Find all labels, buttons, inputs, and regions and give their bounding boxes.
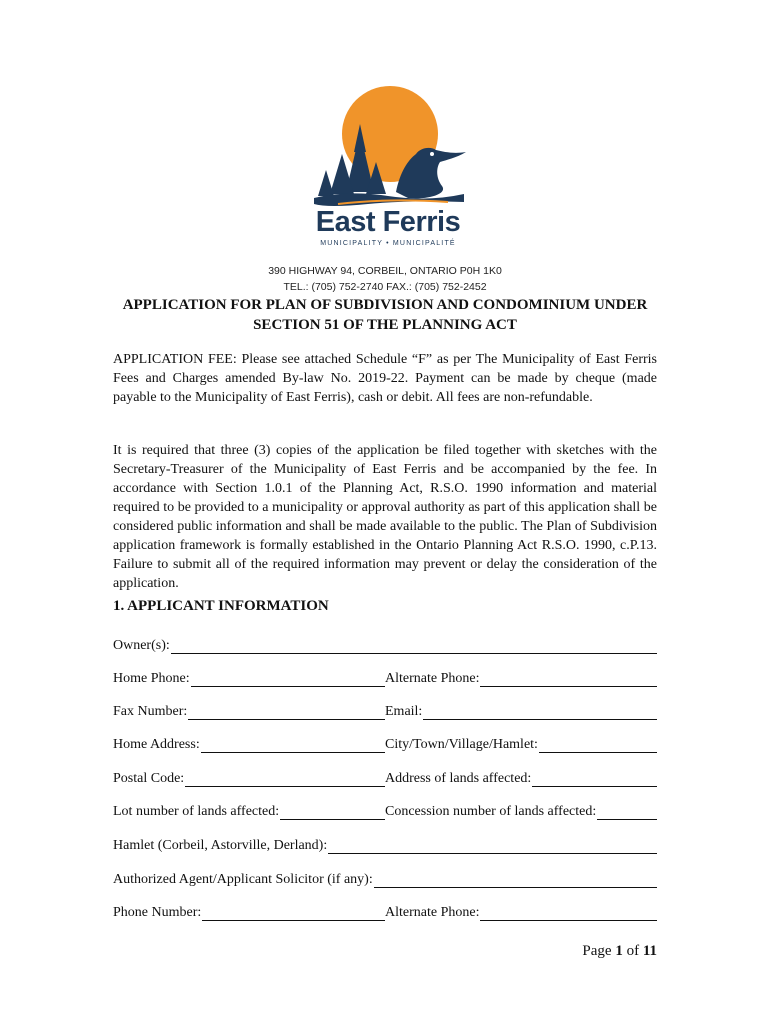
city-input-line[interactable] <box>539 738 657 753</box>
requirements-paragraph: It is required that three (3) copies of the application be filed together with sketches with the Secretary-Treasurer of the Municipality of East Ferris and be accompanied by the fee. In accordance with Section 1.0.1 of the Planning Act, R.S.O. 1990 information and material required to be provided to a municipality or approval authority as part of this application shall be considered public information and shall be made available to the public. The Plan of Subdivision application framework is formally established in the Ontario Planning Act R.S.O. 1990, c.P.13. Failure to submit all of the required information may prevent or delay the consideration of the application. <box>113 443 657 591</box>
form-row-address-city <box>113 735 657 753</box>
fax-number-input-line[interactable] <box>188 705 385 720</box>
agent-alternate-phone-field[interactable] <box>385 903 657 921</box>
agent-alternate-phone-input-line[interactable] <box>480 906 657 921</box>
form-row-hamlet <box>113 836 657 854</box>
form-row-postal-lands <box>113 769 657 787</box>
home-address-label: Home Address: <box>113 737 200 752</box>
concession-number-input-line[interactable] <box>597 805 657 820</box>
agent-alternate-phone-label: Alternate Phone: <box>385 905 480 920</box>
postal-code-field[interactable] <box>113 769 385 787</box>
email-field[interactable] <box>385 702 657 720</box>
alternate-phone-field[interactable] <box>385 669 657 687</box>
concession-number-field[interactable] <box>385 802 657 820</box>
document-title-line-2: SECTION 51 OF THE PLANNING ACT <box>253 317 517 333</box>
owners-field[interactable] <box>113 636 657 654</box>
document-title-line-1: APPLICATION FOR PLAN OF SUBDIVISION AND CONDOMINIUM UNDER <box>122 297 648 313</box>
email-input-line[interactable] <box>423 705 657 720</box>
form-row-fax-email <box>113 702 657 720</box>
city-field[interactable] <box>385 735 657 753</box>
concession-number-label: Concession number of lands affected: <box>385 804 597 819</box>
logo-wordmark: East Ferris <box>315 206 461 238</box>
hamlet-label: Hamlet (Corbeil, Astorville, Derland): <box>113 838 328 853</box>
page-number <box>582 943 657 960</box>
home-address-field[interactable] <box>113 735 385 753</box>
hamlet-field[interactable] <box>113 836 657 854</box>
home-phone-field[interactable] <box>113 669 385 687</box>
owners-input-line[interactable] <box>171 639 657 654</box>
loon-sun-emblem-icon <box>308 82 468 206</box>
address-of-lands-input-line[interactable] <box>532 772 657 787</box>
hamlet-input-line[interactable] <box>328 839 657 854</box>
lot-number-label: Lot number of lands affected: <box>113 804 280 819</box>
page-current: 1 <box>615 943 623 959</box>
municipal-contact: TEL.: (705) 752-2740 FAX.: (705) 752-2452 <box>283 281 487 293</box>
form-row-lot-concession <box>113 802 657 820</box>
home-phone-label: Home Phone: <box>113 671 190 686</box>
owners-label: Owner(s): <box>113 638 170 653</box>
page-prefix: Page <box>582 943 612 959</box>
postal-code-label: Postal Code: <box>113 771 185 786</box>
page-of: of <box>626 943 640 959</box>
address-of-lands-field[interactable] <box>385 769 657 787</box>
agent-phone-number-field[interactable] <box>113 903 385 921</box>
agent-phone-number-input-line[interactable] <box>202 906 385 921</box>
municipal-address: 390 HIGHWAY 94, CORBEIL, ONTARIO P0H 1K0 <box>268 265 502 277</box>
authorized-agent-label: Authorized Agent/Applicant Solicitor (if any): <box>113 872 373 887</box>
address-of-lands-label: Address of lands affected: <box>385 771 532 786</box>
form-row-phones <box>113 669 657 687</box>
form-row-agent <box>113 870 657 888</box>
home-address-input-line[interactable] <box>201 738 385 753</box>
lot-number-input-line[interactable] <box>280 805 385 820</box>
alternate-phone-input-line[interactable] <box>480 672 657 687</box>
page-total: 11 <box>642 943 657 959</box>
authorized-agent-field[interactable] <box>113 870 657 888</box>
city-label: City/Town/Village/Hamlet: <box>385 737 538 752</box>
application-fee-paragraph: APPLICATION FEE: Please see attached Schedule “F” as per The Municipality of East Ferris Fees and Charges amended By-law No. 2019-22. Payment can be made by cheque (made payable to the Municipality of East Ferris), cash or debit. All fees are non-refundable. <box>113 352 657 405</box>
authorized-agent-input-line[interactable] <box>374 873 657 888</box>
fax-number-label: Fax Number: <box>113 704 188 719</box>
logo-subtitle: MUNICIPALITY • MUNICIPALITÉ <box>320 240 456 247</box>
email-label: Email: <box>385 704 423 719</box>
agent-phone-number-label: Phone Number: <box>113 905 202 920</box>
form-row-owners <box>113 636 657 654</box>
home-phone-input-line[interactable] <box>191 672 385 687</box>
section-heading-applicant-information: 1. APPLICANT INFORMATION <box>113 598 329 614</box>
postal-code-input-line[interactable] <box>185 772 385 787</box>
fax-number-field[interactable] <box>113 702 385 720</box>
form-row-agent-phones <box>113 903 657 921</box>
east-ferris-logo <box>308 82 468 254</box>
lot-number-field[interactable] <box>113 802 385 820</box>
alternate-phone-label: Alternate Phone: <box>385 671 480 686</box>
